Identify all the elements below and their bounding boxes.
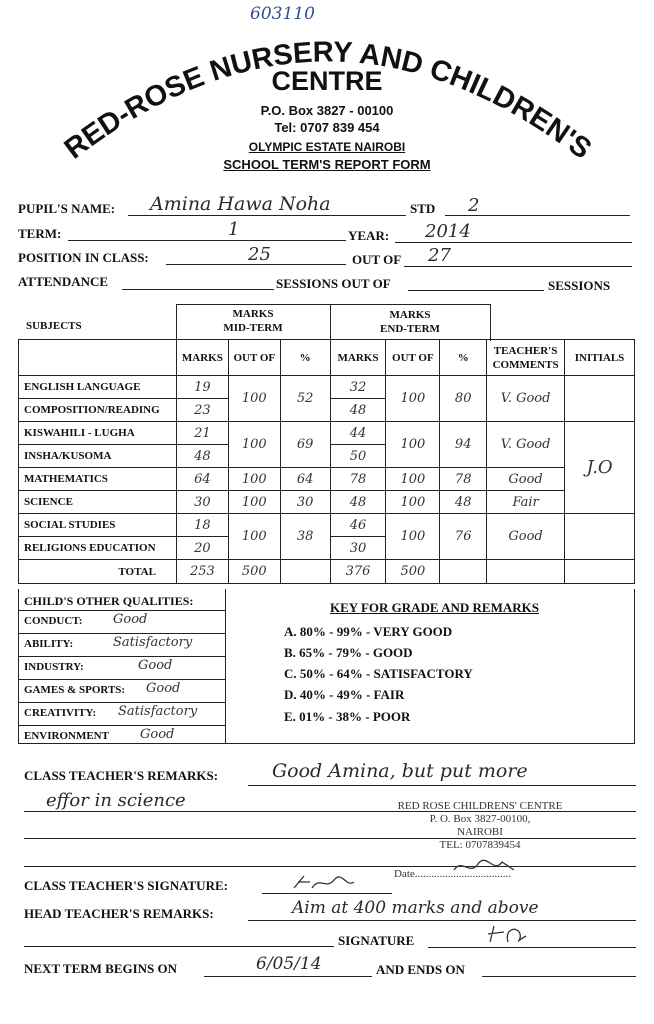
school-centre: CENTRE xyxy=(271,66,383,96)
mid-pct: 38 xyxy=(280,514,330,560)
stamp-line-4: TEL: 0707839454 xyxy=(439,839,521,851)
grade-key-item: B. 65% - 79% - GOOD xyxy=(284,645,413,660)
col-comments-2: COMMENTS xyxy=(492,358,559,371)
environment-value: Good xyxy=(140,727,175,742)
class-teacher-remark-line2: effor in science xyxy=(46,790,186,811)
next-term-date: 6/05/14 xyxy=(256,954,322,974)
subject-name: MATHEMATICS xyxy=(19,468,177,491)
end-mark: 48 xyxy=(330,491,386,514)
mid-out-of: 100 xyxy=(228,514,280,560)
pupil-name-value: Amina Hawa Noha xyxy=(150,193,331,215)
subject-name: ENGLISH LANGUAGE xyxy=(19,376,177,399)
teacher-comment: V. Good xyxy=(487,376,565,422)
teacher-comment: Good xyxy=(487,514,565,560)
col-mid-marks: MARKS xyxy=(176,340,228,376)
grade-key-title: KEY FOR GRADE AND REMARKS xyxy=(330,600,539,615)
subject-name: SCIENCE xyxy=(19,491,177,514)
term-value: 1 xyxy=(228,219,240,240)
head-teacher-signature xyxy=(484,922,534,948)
pupil-name-label: PUPIL'S NAME: xyxy=(18,201,116,216)
stamp-line-1: RED ROSE CHILDRENS' CENTRE xyxy=(397,800,563,812)
next-term-label: NEXT TERM BEGINS ON xyxy=(24,961,178,976)
col-comments-1: TEACHER'S xyxy=(493,344,558,357)
col-initials: INITIALS xyxy=(565,340,635,376)
mid-mark: 23 xyxy=(176,399,228,422)
document-stamp-number: 603110 xyxy=(250,4,315,24)
std-label: STD xyxy=(410,201,436,216)
games-sports-label: GAMES & SPORTS: xyxy=(24,684,126,696)
subject-name: RELIGIONS EDUCATION xyxy=(19,537,177,560)
games-sports-value: Good xyxy=(146,681,181,696)
subject-name: INSHA/KUSOMA xyxy=(19,445,177,468)
creativity-value: Satisfactory xyxy=(118,704,198,719)
end-out-of: 100 xyxy=(386,468,440,491)
head-teacher-remarks-label: HEAD TEACHER'S REMARKS: xyxy=(24,906,214,921)
year-value: 2014 xyxy=(425,221,471,242)
mid-mark: 20 xyxy=(176,537,228,560)
total-end-out-of: 500 xyxy=(386,560,440,584)
end-mark: 44 xyxy=(330,422,386,445)
school-tel: Tel: 0707 839 454 xyxy=(274,120,380,135)
col-end-out-of: OUT OF xyxy=(386,340,440,376)
end-mark: 48 xyxy=(330,399,386,422)
term-label: TERM: xyxy=(18,226,62,241)
end-term-header-2: END-TERM xyxy=(380,323,440,335)
col-mid-pct: % xyxy=(280,340,330,376)
school-po-box: P.O. Box 3827 - 00100 xyxy=(260,103,394,118)
col-end-marks: MARKS xyxy=(330,340,386,376)
end-mark: 46 xyxy=(330,514,386,537)
position-value: 25 xyxy=(248,244,271,265)
total-label: TOTAL xyxy=(19,560,177,584)
end-mark: 78 xyxy=(330,468,386,491)
total-mid-out-of: 500 xyxy=(228,560,280,584)
end-out-of: 100 xyxy=(386,422,440,468)
end-pct: 94 xyxy=(440,422,487,468)
teacher-comment: V. Good xyxy=(487,422,565,468)
school-name-text: RED-ROSE NURSERY AND CHILDREN'S xyxy=(58,36,598,166)
end-term-header-1: MARKS xyxy=(389,309,431,321)
end-mark: 30 xyxy=(330,537,386,560)
ability-label: ABILITY: xyxy=(24,638,74,650)
end-mark: 32 xyxy=(330,376,386,399)
std-value: 2 xyxy=(468,195,480,216)
stamp-line-2: P. O. Box 3827-00100, xyxy=(429,813,531,825)
grade-key-item: D. 40% - 49% - FAIR xyxy=(284,687,405,702)
mid-out-of: 100 xyxy=(228,468,280,491)
sessions-out-of-label: SESSIONS OUT OF xyxy=(276,276,391,291)
class-teacher-remarks-label: CLASS TEACHER'S REMARKS: xyxy=(24,768,219,783)
teacher-comment: Fair xyxy=(487,491,565,514)
attendance-label: ATTENDANCE xyxy=(18,274,109,289)
mid-mark: 30 xyxy=(176,491,228,514)
teacher-initials: J.O xyxy=(565,422,635,514)
end-out-of: 100 xyxy=(386,376,440,422)
mid-mark: 18 xyxy=(176,514,228,537)
creativity-label: CREATIVITY: xyxy=(24,707,97,719)
mid-mark: 21 xyxy=(176,422,228,445)
end-pct: 76 xyxy=(440,514,487,560)
school-stamp xyxy=(360,800,600,852)
ability-value: Satisfactory xyxy=(113,635,193,650)
mid-mark: 19 xyxy=(176,376,228,399)
industry-value: Good xyxy=(138,658,173,673)
stamp-line-3: NAIROBI xyxy=(457,826,503,838)
end-out-of: 100 xyxy=(386,514,440,560)
col-mid-out-of: OUT OF xyxy=(228,340,280,376)
ends-on-label: AND ENDS ON xyxy=(376,962,465,977)
subject-name: COMPOSITION/READING xyxy=(19,399,177,422)
subject-name: SOCIAL STUDIES xyxy=(19,514,177,537)
teacher-comment: Good xyxy=(487,468,565,491)
class-teacher-signature-label: CLASS TEACHER'S SIGNATURE: xyxy=(24,878,228,893)
stamp-date-label: Date xyxy=(394,868,415,880)
grade-key-item: C. 50% - 64% - SATISFACTORY xyxy=(284,666,473,681)
school-estate: OLYMPIC ESTATE NAIROBI xyxy=(248,140,406,154)
end-pct: 78 xyxy=(440,468,487,491)
grade-key-item: E. 01% - 38% - POOR xyxy=(284,709,411,724)
environment-label: ENVIRONMENT xyxy=(24,730,109,742)
mid-mark: 48 xyxy=(176,445,228,468)
out-of-value: 27 xyxy=(428,245,451,266)
mid-pct: 30 xyxy=(280,491,330,514)
mid-term-header-2: MID-TERM xyxy=(223,322,283,334)
end-mark: 50 xyxy=(330,445,386,468)
class-teacher-remark-line1: Good Amina, but put more xyxy=(272,760,528,782)
mid-pct: 64 xyxy=(280,468,330,491)
marks-table xyxy=(18,339,635,584)
mid-pct: 69 xyxy=(280,422,330,468)
head-teacher-remark: Aim at 400 marks and above xyxy=(292,898,539,918)
sessions-label: SESSIONS xyxy=(548,278,611,293)
conduct-label: CONDUCT: xyxy=(24,615,83,627)
total-mid-marks: 253 xyxy=(176,560,228,584)
position-label: POSITION IN CLASS: xyxy=(18,250,149,265)
class-teacher-signature xyxy=(290,872,360,894)
stamp-date-signature xyxy=(450,856,520,878)
mid-out-of: 100 xyxy=(228,491,280,514)
mid-out-of: 100 xyxy=(228,376,280,422)
out-of-label: OUT OF xyxy=(352,252,402,267)
subject-name: KISWAHILI - LUGHA xyxy=(19,422,177,445)
mid-term-header-1: MARKS xyxy=(232,308,274,320)
conduct-value: Good xyxy=(113,612,148,627)
col-end-pct: % xyxy=(440,340,487,376)
year-label: YEAR: xyxy=(348,228,390,243)
end-pct: 80 xyxy=(440,376,487,422)
mid-out-of: 100 xyxy=(228,422,280,468)
industry-label: INDUSTRY: xyxy=(24,661,84,673)
subjects-header: SUBJECTS xyxy=(26,320,82,332)
form-title: SCHOOL TERM'S REPORT FORM xyxy=(223,157,431,172)
total-end-marks: 376 xyxy=(330,560,386,584)
mid-pct: 52 xyxy=(280,376,330,422)
end-pct: 48 xyxy=(440,491,487,514)
mid-mark: 64 xyxy=(176,468,228,491)
qualities-title: CHILD'S OTHER QUALITIES: xyxy=(24,594,194,608)
signature-label: SIGNATURE xyxy=(338,933,415,948)
grade-key-item: A. 80% - 99% - VERY GOOD xyxy=(284,624,453,639)
end-out-of: 100 xyxy=(386,491,440,514)
